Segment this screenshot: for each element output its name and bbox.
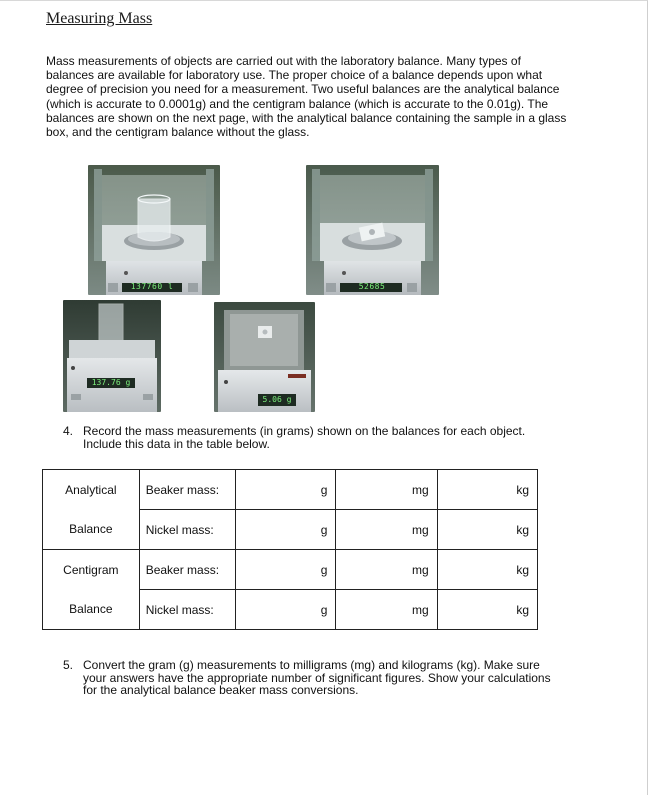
- table-row: [43, 470, 538, 510]
- intro-line: balances are available for laboratory use. The proper choice of a balance depends upon what: [46, 68, 543, 83]
- question-5-number: 5.: [63, 658, 74, 672]
- centigram-balance-nickel-photo: [214, 302, 315, 412]
- question-4-line: Include this data in the table below.: [83, 436, 270, 451]
- group-label: Balance: [43, 510, 140, 550]
- analytical-nickel-readout: 52685: [358, 282, 386, 291]
- analytical-balance-nickel-photo: [306, 165, 439, 295]
- gram-cell[interactable]: g: [236, 590, 336, 630]
- kilogram-cell[interactable]: kg: [437, 590, 537, 630]
- question-4: [63, 425, 583, 450]
- question-5-line: Convert the gram (g) measurements to milligrams (mg) and kilograms (kg). Make sure: [83, 658, 540, 672]
- group-label: Balance: [43, 590, 140, 630]
- intro-line: (which is accurate to 0.0001g) and the centigram balance (which is accurate to the 0.01g). The: [46, 96, 549, 111]
- kilogram-cell[interactable]: kg: [437, 470, 537, 510]
- group-label: Analytical: [43, 470, 140, 510]
- milligram-cell[interactable]: mg: [336, 590, 437, 630]
- centigram-nickel-readout: 5.06 g: [262, 395, 292, 404]
- row-label: Nickel mass:: [139, 510, 236, 550]
- table-row: [43, 590, 538, 630]
- row-label: Beaker mass:: [139, 470, 236, 510]
- question-4-line: Record the mass measurements (in grams) shown on the balances for each object.: [83, 424, 526, 438]
- kilogram-cell[interactable]: kg: [437, 510, 537, 550]
- gram-cell[interactable]: g: [236, 470, 336, 510]
- gram-cell[interactable]: g: [236, 550, 336, 590]
- intro-line: degree of precision you need for a measurement. Two useful balances are the analytical balance: [46, 82, 560, 97]
- intro-line: box, and the centigram balance without the glass.: [46, 125, 310, 140]
- question-5: [63, 659, 583, 697]
- milligram-cell[interactable]: mg: [336, 510, 437, 550]
- question-5-line: your answers have the appropriate number of significant figures. Show your calculations: [83, 670, 551, 685]
- analytical-beaker-readout: 137760 l: [130, 282, 174, 291]
- centigram-balance-beaker-photo: [63, 300, 161, 412]
- row-label: Beaker mass:: [139, 550, 236, 590]
- intro-line: Mass measurements of objects are carried out with the laboratory balance. Many types of: [46, 54, 521, 68]
- intro-paragraph: [46, 54, 606, 139]
- centigram-beaker-readout: 137.76 g: [91, 378, 131, 387]
- milligram-cell[interactable]: mg: [336, 550, 437, 590]
- question-4-number: 4.: [63, 424, 74, 438]
- question-5-line: for the analytical balance beaker mass conversions.: [83, 683, 359, 697]
- row-label: Nickel mass:: [139, 590, 236, 630]
- page-title: Measuring Mass: [46, 10, 153, 27]
- table-row: [43, 510, 538, 550]
- milligram-cell[interactable]: mg: [336, 470, 437, 510]
- intro-line: balances are shown on the next page, with the analytical balance containing the sample in a glass: [46, 110, 567, 125]
- measurement-table: [42, 469, 538, 630]
- kilogram-cell[interactable]: kg: [437, 550, 537, 590]
- table-row: [43, 550, 538, 590]
- gram-cell[interactable]: g: [236, 510, 336, 550]
- group-label: Centigram: [43, 550, 140, 590]
- analytical-balance-beaker-photo: [88, 165, 220, 295]
